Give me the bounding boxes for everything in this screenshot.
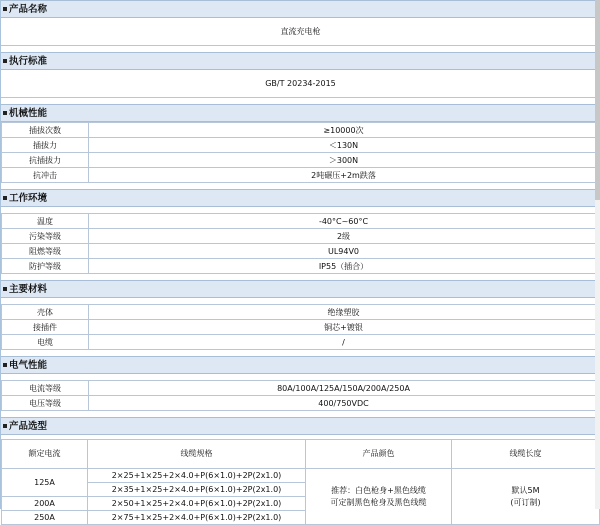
product-name-value: 直流充电枪 [1,18,600,46]
row-value: / [89,335,599,350]
table-row [2,396,599,411]
vertical-scrollbar[interactable] [595,0,600,509]
spec-cell: 2×50+1×25+2×4.0+P(6×1.0)+2P(2x1.0) [88,497,306,511]
color-line: 可定制黑色枪身及黑色线缆 [330,497,427,507]
table-row [2,138,599,153]
column-header: 线缆规格 [88,440,306,469]
length-line: 默认5M [511,485,540,495]
table-header-row [2,440,600,469]
section-header-materials [1,280,600,298]
row-value: 绝缘塑胶 [89,305,599,320]
section-header-selection [1,417,600,435]
row-value: 2吨碾压+2m跌落 [89,168,599,183]
bullet-square-icon [3,287,7,291]
environment-table [1,213,599,274]
row-label: 电流等级 [2,381,89,396]
table-row [2,305,599,320]
row-label: 壳体 [2,305,89,320]
color-cell [306,469,452,525]
row-value: 80A/100A/125A/150A/200A/250A [89,381,599,396]
row-value: 400/750VDC [89,396,599,411]
table-row [2,335,599,350]
row-label: 抗冲击 [2,168,89,183]
section-title: 机械性能 [9,108,48,119]
section-header-environment [1,189,600,207]
section-title: 执行标准 [9,56,48,67]
row-value: ＞300N [89,153,599,168]
row-label: 阻燃等级 [2,244,89,259]
row-value: IP55（插合） [89,259,599,274]
selection-table [1,439,600,525]
electrical-table [1,380,599,411]
spec-cell: 2×25+1×25+2×4.0+P(6×1.0)+2P(2x1.0) [88,469,306,483]
table-row [2,168,599,183]
standard-value: GB/T 20234-2015 [1,70,600,98]
row-value: ＜130N [89,138,599,153]
row-value: -40°C~60°C [89,214,599,229]
current-cell: 250A [2,511,88,525]
row-value: UL94V0 [89,244,599,259]
table-row [2,244,599,259]
bullet-square-icon [3,111,7,115]
row-label: 电压等级 [2,396,89,411]
row-label: 接插件 [2,320,89,335]
color-line: 推荐：白色枪身+黑色线缆 [331,485,426,495]
row-label: 电缆 [2,335,89,350]
row-value: 2级 [89,229,599,244]
section-header-product-name [1,0,600,18]
table-row [2,153,599,168]
bullet-square-icon [3,424,7,428]
section-title: 产品名称 [9,4,48,15]
length-line: (可订制) [510,497,541,507]
table-row [2,381,599,396]
row-label: 防护等级 [2,259,89,274]
row-label: 插拔力 [2,138,89,153]
section-title: 工作环境 [9,193,48,204]
row-label: 温度 [2,214,89,229]
section-title: 主要材料 [9,284,48,295]
table-row [2,229,599,244]
section-title: 电气性能 [9,360,48,371]
table-row [2,214,599,229]
row-value: 铜芯+镀银 [89,320,599,335]
row-value: ≥10000次 [89,123,599,138]
row-label: 污染等级 [2,229,89,244]
table-row [2,469,600,483]
spec-cell: 2×35+1×25+2×4.0+P(6×1.0)+2P(2x1.0) [88,483,306,497]
length-cell [452,469,600,525]
table-row [2,123,599,138]
materials-table [1,304,599,350]
column-header: 额定电流 [2,440,88,469]
section-title: 产品选型 [9,421,48,432]
current-cell: 125A [2,469,88,497]
bullet-square-icon [3,59,7,63]
current-cell: 200A [2,497,88,511]
section-header-standard [1,52,600,70]
row-label: 插拔次数 [2,123,89,138]
mechanical-table [1,122,599,183]
bullet-square-icon [3,7,7,11]
table-row [2,259,599,274]
table-row [2,320,599,335]
bullet-square-icon [3,363,7,367]
section-header-mechanical [1,104,600,122]
scrollbar-thumb[interactable] [595,0,600,200]
bullet-square-icon [3,196,7,200]
spec-cell: 2×75+1×25+2×4.0+P(6×1.0)+2P(2x1.0) [88,511,306,525]
column-header: 产品颜色 [306,440,452,469]
column-header: 线缆长度 [452,440,600,469]
section-header-electrical [1,356,600,374]
row-label: 抗插拔力 [2,153,89,168]
